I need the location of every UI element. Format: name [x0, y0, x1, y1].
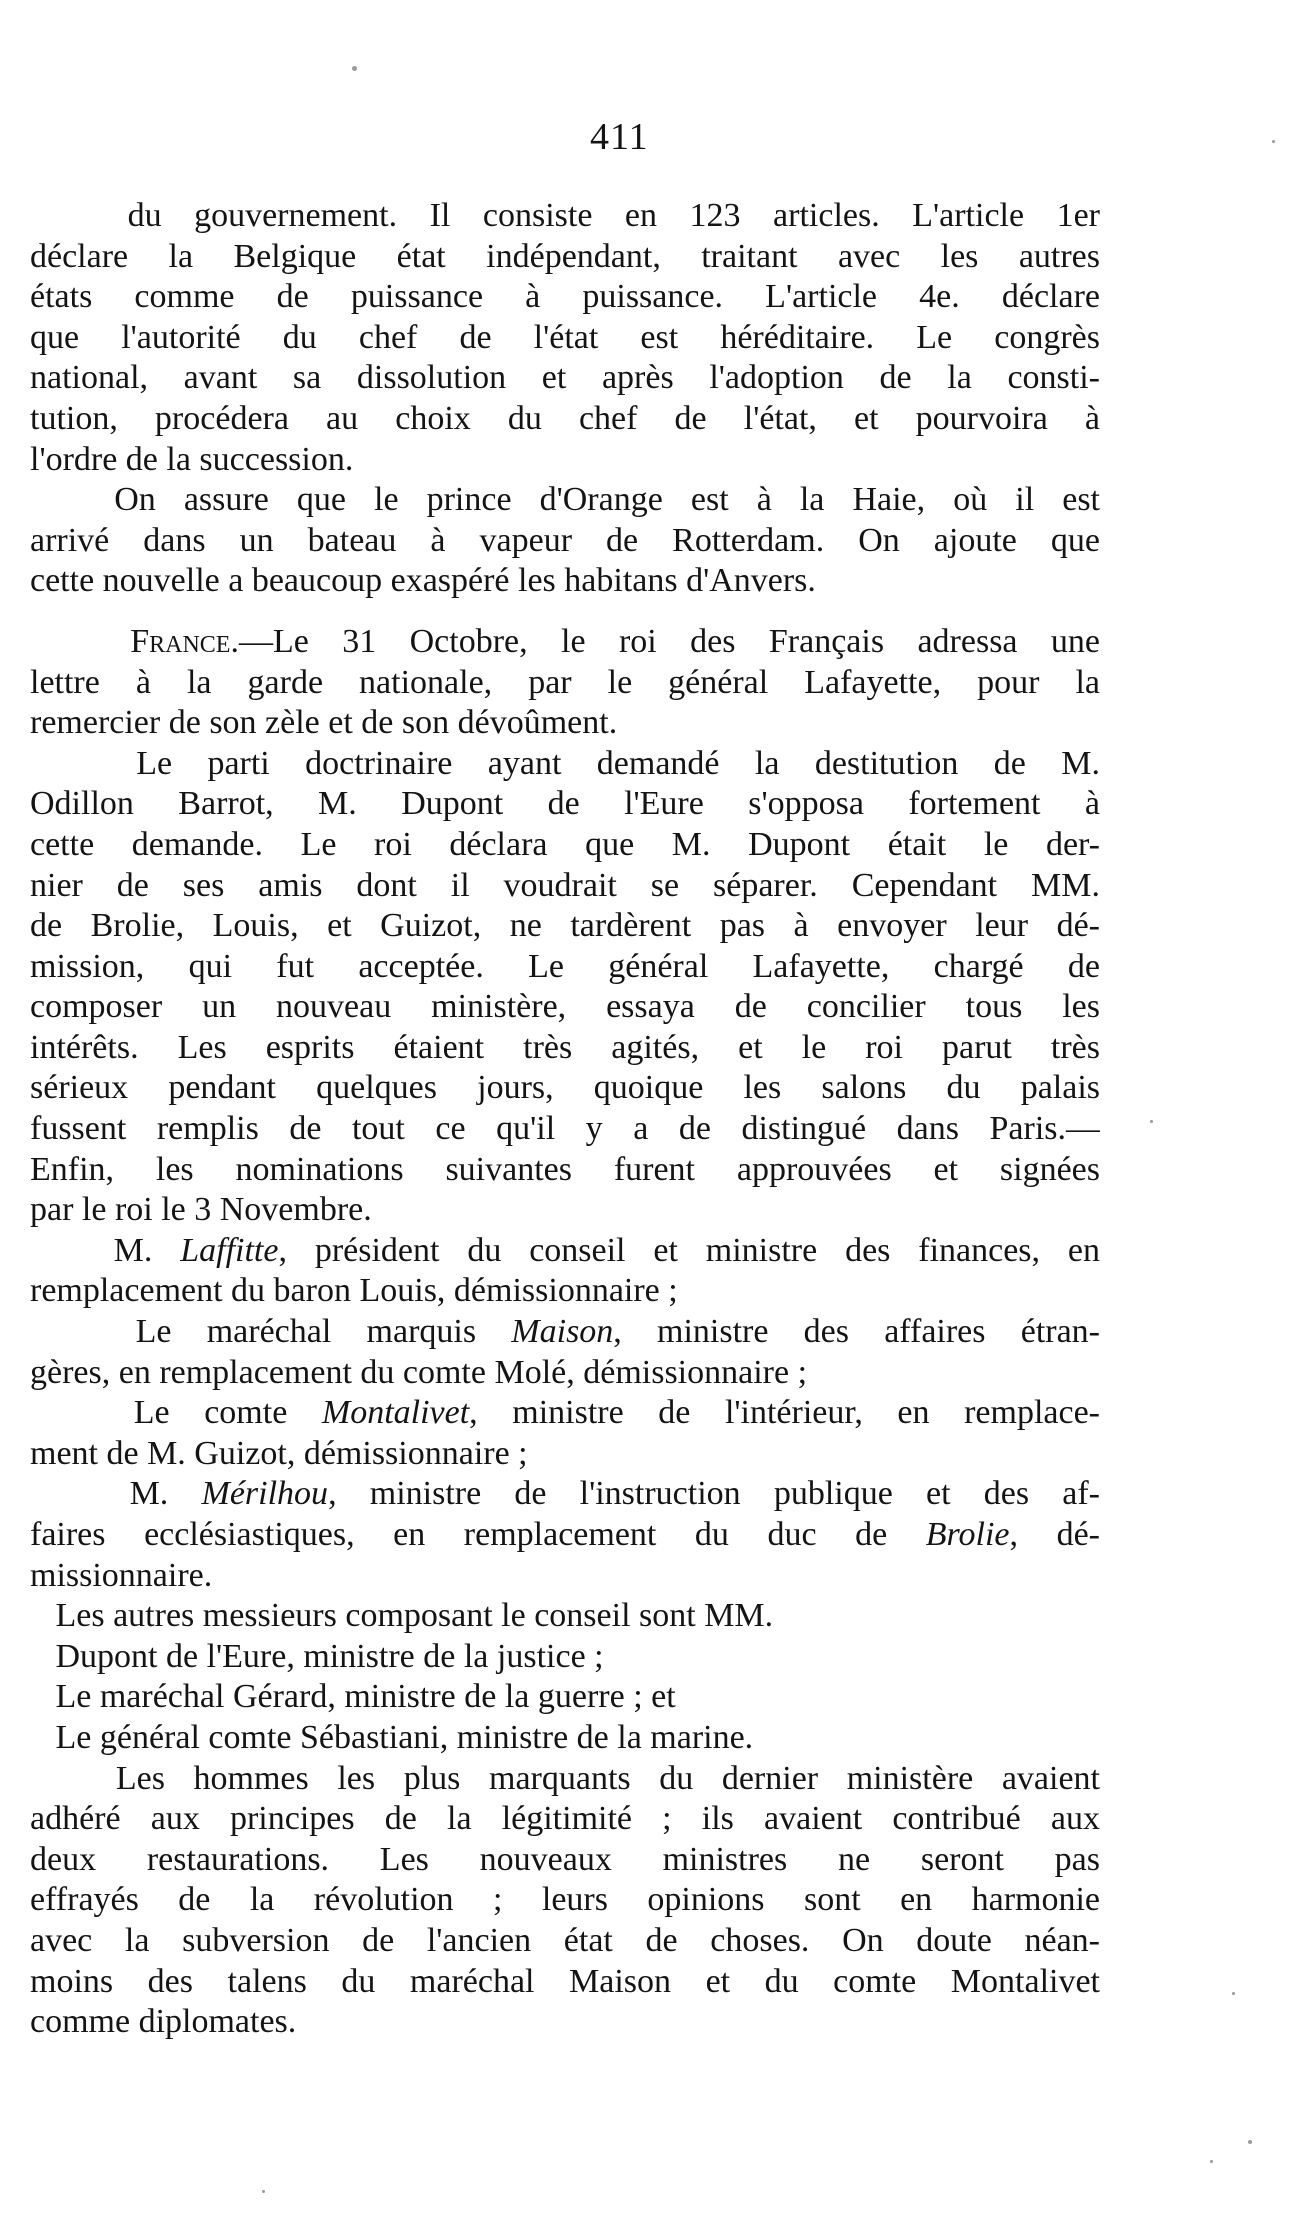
- text-line: Odillon Barrot, M. Dupont de l'Eure s'opposa fortement à: [30, 785, 1100, 823]
- text-line: lettre à la garde nationale, par le général Lafayette, pour la: [30, 663, 1100, 701]
- text-line: gères, en remplacement du comte Molé, démissionnaire ;: [30, 1353, 808, 1391]
- text-line: intérêts. Les esprits étaient très agités, et le roi parut très: [30, 1028, 1100, 1066]
- body-text: [30, 196, 1100, 2043]
- text-line: états comme de puissance à puissance. L'article 4e. déclare: [30, 278, 1100, 316]
- text-line: Enfin, les nominations suivantes furent approuvées et signées: [30, 1150, 1100, 1188]
- text-line: adhéré aux principes de la légitimité ; ils avaient contribué aux: [30, 1800, 1100, 1838]
- text-line: comme diplomates.: [30, 2003, 297, 2041]
- scan-speck: [1272, 140, 1275, 143]
- italic-name: Maison: [511, 1313, 614, 1351]
- text-line: ment de M. Guizot, démissionnaire ;: [30, 1434, 528, 1472]
- text-line: fussent remplis de tout ce qu'il y a de distingué dans Paris.—: [30, 1110, 1100, 1148]
- italic-name: Mérilhou: [201, 1475, 329, 1513]
- text-line: tution, procédera au choix du chef de l'état, et pourvoira à: [30, 399, 1100, 437]
- text-line: composer un nouveau ministère, essaya de concilier tous les: [30, 988, 1100, 1026]
- text-line: Les hommes les plus marquants du dernier ministère avaient: [115, 1759, 1100, 1797]
- text-line: effrayés de la révolution ; leurs opinions sont en harmonie: [30, 1881, 1100, 1919]
- text-line: de Brolie, Louis, et Guizot, ne tardèrent pas à envoyer leur dé-: [30, 907, 1100, 945]
- text-line: Le comte Montalivet, ministre de l'intérieur, en remplace-: [133, 1394, 1100, 1432]
- scan-speck: [1210, 2160, 1213, 2163]
- italic-name: Brolie: [925, 1516, 1010, 1553]
- text-line: Dupont de l'Eure, ministre de la justice ;: [55, 1637, 604, 1675]
- text-line: arrivé dans un bateau à vapeur de Rotterdam. On ajoute que: [30, 521, 1100, 559]
- text-line: remercier de son zèle et de son dévoûment.: [30, 704, 618, 742]
- text-line: Le parti doctrinaire ayant demandé la destitution de M.: [136, 744, 1100, 782]
- text-line: du gouvernement. Il consiste en 123 articles. L'article 1er: [127, 197, 1100, 234]
- text-line: deux restaurations. Les nouveaux ministres ne seront pas: [30, 1840, 1100, 1878]
- section-lead: France.: [130, 622, 239, 660]
- text-line: moins des talens du maréchal Maison et du comte Montalivet: [30, 1962, 1100, 2000]
- text-line: Le maréchal Gérard, ministre de la guerre ; et: [55, 1678, 676, 1716]
- page-number: 411: [590, 116, 649, 158]
- italic-name: Montalivet: [321, 1394, 470, 1432]
- text-line: nier de ses amis dont il voudrait se séparer. Cependant MM.: [30, 866, 1100, 904]
- text-line: On assure que le prince d'Orange est à la Haie, où il est: [114, 481, 1100, 519]
- text-line: M. Laffitte, président du conseil et ministre des finances, en: [113, 1231, 1100, 1269]
- text-line: cette demande. Le roi déclara que M. Dupont était le der-: [30, 825, 1100, 863]
- text-line: déclare la Belgique état indépendant, traitant avec les autres: [30, 237, 1100, 275]
- text-line: l'ordre de la succession.: [30, 440, 354, 478]
- paragraph-gap: [30, 602, 1100, 622]
- text-line: cette nouvelle a beaucoup exaspéré les habitans d'Anvers.: [30, 562, 816, 600]
- scan-speck: [352, 66, 357, 71]
- text-line: mission, qui fut acceptée. Le général Lafayette, chargé de: [30, 947, 1100, 985]
- text-line: remplacement du baron Louis, démissionnaire ;: [30, 1272, 678, 1310]
- scan-speck: [1232, 1992, 1235, 1995]
- text-line: Le général comte Sébastiani, ministre de la marine.: [55, 1718, 754, 1756]
- scan-speck: [1150, 1120, 1153, 1123]
- text-line: France.—Le 31 Octobre, le roi des Français adressa une: [130, 622, 1100, 660]
- text-line: missionnaire.: [30, 1556, 213, 1594]
- text-line: faires ecclésiastiques, en remplacement du duc de Brolie, dé-: [30, 1516, 1100, 1553]
- text-line: par le roi le 3 Novembre.: [30, 1191, 372, 1229]
- italic-name: Laffitte: [180, 1231, 279, 1269]
- text-line: Le maréchal marquis Maison, ministre des affaires étran-: [135, 1313, 1100, 1351]
- text-line: sérieux pendant quelques jours, quoique les salons du palais: [30, 1069, 1100, 1107]
- text-line: M. Mérilhou, ministre de l'instruction publique et des af-: [129, 1475, 1100, 1513]
- scan-speck: [1248, 2140, 1252, 2144]
- text-line: national, avant sa dissolution et après l'adoption de la consti-: [30, 359, 1100, 397]
- text-line: Les autres messieurs composant le conseil sont MM.: [55, 1597, 774, 1635]
- text-line: avec la subversion de l'ancien état de choses. On doute néan-: [30, 1921, 1100, 1959]
- scan-speck: [262, 2190, 265, 2193]
- text-line: que l'autorité du chef de l'état est héréditaire. Le congrès: [30, 318, 1100, 356]
